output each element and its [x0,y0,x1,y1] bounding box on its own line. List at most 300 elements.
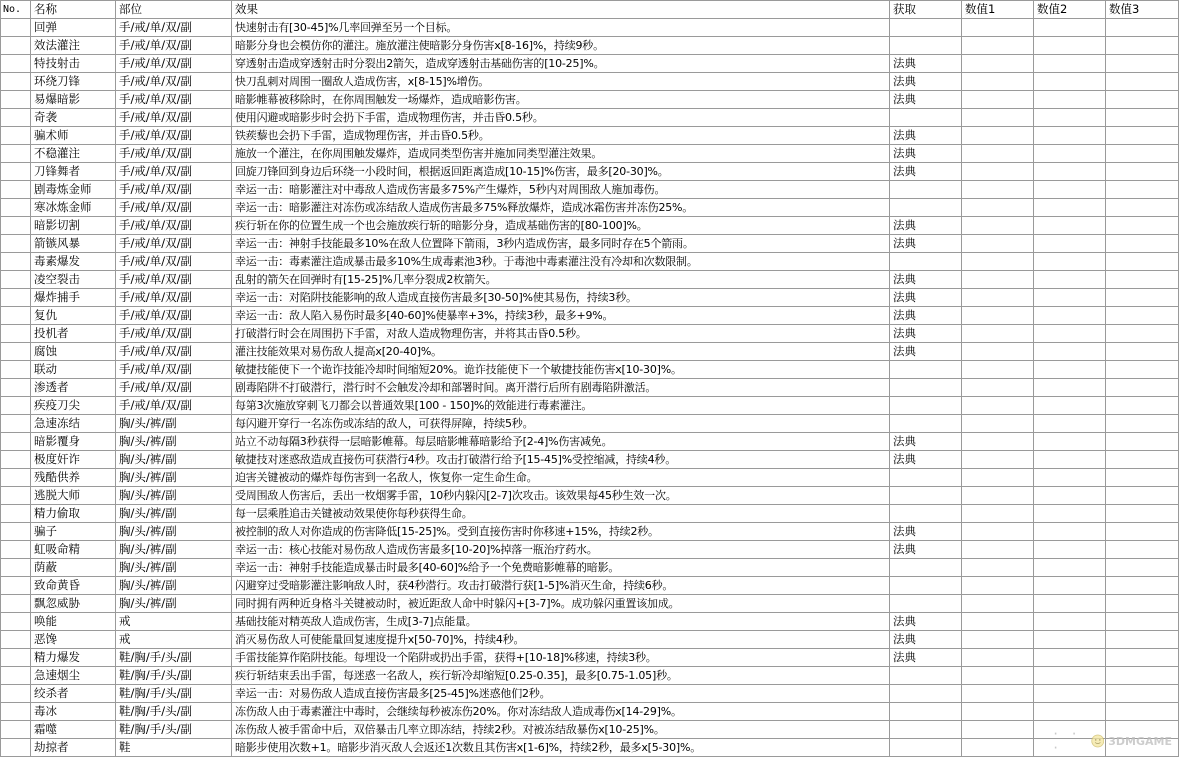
cell-slot[interactable]: 胸/头/裤/副 [116,559,232,577]
cell-no[interactable] [1,19,31,37]
cell-effect[interactable]: 打破潜行时会在周围扔下手雷，对敌人造成物理伤害，并将其击昏0.5秒。 [232,325,890,343]
cell-no[interactable] [1,577,31,595]
cell-source[interactable] [890,37,962,55]
cell-effect[interactable]: 剧毒陷阱不打破潜行，潜行时不会触发冷却和部署时间。离开潜行后所有剧毒陷阱激活。 [232,379,890,397]
cell-value1[interactable] [962,559,1034,577]
cell-name[interactable]: 寒冰炼金师 [31,199,116,217]
cell-name[interactable]: 虹吸命精 [31,541,116,559]
cell-slot[interactable]: 戒 [116,613,232,631]
cell-effect[interactable]: 每闪避开穿行一名冻伤或冻结的敌人，可获得屏障，持续5秒。 [232,415,890,433]
cell-value3[interactable] [1106,217,1179,235]
cell-value3[interactable] [1106,325,1179,343]
cell-source[interactable] [890,397,962,415]
cell-value1[interactable] [962,271,1034,289]
cell-slot[interactable]: 胸/头/裤/副 [116,541,232,559]
cell-value1[interactable] [962,217,1034,235]
cell-effect[interactable]: 受周围敌人伤害后，丢出一枚烟雾手雷，10秒内躲闪[2-7]次攻击。该效果每45秒生效一次。 [232,487,890,505]
col-header-value2[interactable]: 数值2 [1034,1,1106,19]
col-header-effect[interactable]: 效果 [232,1,890,19]
cell-value3[interactable] [1106,559,1179,577]
cell-slot[interactable]: 鞋/胸/手/头/副 [116,721,232,739]
cell-value1[interactable] [962,361,1034,379]
cell-value2[interactable] [1034,181,1106,199]
cell-no[interactable] [1,73,31,91]
cell-value3[interactable] [1106,199,1179,217]
cell-value3[interactable] [1106,55,1179,73]
cell-value2[interactable] [1034,469,1106,487]
cell-value2[interactable] [1034,433,1106,451]
cell-effect[interactable]: 站立不动每隔3秒获得一层暗影帷幕。每层暗影帷幕暗影给予[2-4]%伤害减免。 [232,433,890,451]
cell-name[interactable]: 渗透者 [31,379,116,397]
cell-value3[interactable] [1106,487,1179,505]
cell-value3[interactable] [1106,541,1179,559]
cell-value2[interactable] [1034,631,1106,649]
cell-value1[interactable] [962,703,1034,721]
cell-value2[interactable] [1034,523,1106,541]
cell-source[interactable] [890,415,962,433]
cell-source[interactable] [890,685,962,703]
cell-name[interactable]: 联动 [31,361,116,379]
cell-no[interactable] [1,487,31,505]
cell-no[interactable] [1,433,31,451]
cell-name[interactable]: 箭镞风暴 [31,235,116,253]
cell-value3[interactable] [1106,469,1179,487]
cell-value3[interactable] [1106,649,1179,667]
cell-no[interactable] [1,253,31,271]
cell-no[interactable] [1,91,31,109]
cell-slot[interactable]: 戒 [116,631,232,649]
cell-effect[interactable]: 闪避穿过受暗影灌注影响敌人时，获4秒潜行。攻击打破潜行获[1-5]%消灭生命，持续6秒。 [232,577,890,595]
cell-value3[interactable] [1106,577,1179,595]
cell-no[interactable] [1,685,31,703]
cell-no[interactable] [1,55,31,73]
cell-name[interactable]: 腐蚀 [31,343,116,361]
cell-value2[interactable] [1034,559,1106,577]
cell-value3[interactable] [1106,73,1179,91]
cell-effect[interactable]: 快刀乱刺对周围一圈敌人造成伤害，x[8-15]%增伤。 [232,73,890,91]
cell-value1[interactable] [962,523,1034,541]
cell-value2[interactable] [1034,505,1106,523]
cell-no[interactable] [1,109,31,127]
cell-no[interactable] [1,541,31,559]
cell-effect[interactable]: 幸运一击：毒素灌注造成暴击最多10%生成毒素池3秒。于毒池中毒素灌注没有冷却和次数限制。 [232,253,890,271]
cell-value1[interactable] [962,613,1034,631]
cell-value1[interactable] [962,199,1034,217]
cell-name[interactable]: 毒冰 [31,703,116,721]
cell-name[interactable]: 环绕刀锋 [31,73,116,91]
cell-value2[interactable] [1034,55,1106,73]
cell-value3[interactable] [1106,361,1179,379]
cell-effect[interactable]: 幸运一击：核心技能对易伤敌人造成伤害最多[10-20]%掉落一瓶治疗药水。 [232,541,890,559]
cell-value1[interactable] [962,415,1034,433]
cell-value1[interactable] [962,325,1034,343]
cell-slot[interactable]: 手/戒/单/双/副 [116,91,232,109]
cell-value2[interactable] [1034,703,1106,721]
cell-source[interactable] [890,721,962,739]
cell-slot[interactable]: 手/戒/单/双/副 [116,289,232,307]
cell-source[interactable] [890,19,962,37]
cell-source[interactable]: 法典 [890,163,962,181]
cell-source[interactable]: 法典 [890,433,962,451]
cell-value2[interactable] [1034,541,1106,559]
cell-effect[interactable]: 每一层乘胜追击关键被动效果使你每秒获得生命。 [232,505,890,523]
cell-value3[interactable] [1106,505,1179,523]
cell-effect[interactable]: 迫害关键被动的爆炸每伤害到一名敌人，恢复你一定生命生命。 [232,469,890,487]
cell-source[interactable] [890,181,962,199]
cell-effect[interactable]: 使用闪避或暗影步时会扔下手雷，造成物理伤害，并击昏0.5秒。 [232,109,890,127]
cell-slot[interactable]: 手/戒/单/双/副 [116,127,232,145]
cell-value1[interactable] [962,595,1034,613]
cell-value3[interactable] [1106,685,1179,703]
cell-value3[interactable] [1106,523,1179,541]
cell-effect[interactable]: 暗影步使用次数+1。暗影步消灭敌人会返还1次数且其伤害x[1-6]%，持续2秒，最多x[5-30]%。 [232,739,890,757]
cell-name[interactable]: 劫掠者 [31,739,116,757]
cell-no[interactable] [1,667,31,685]
cell-value1[interactable] [962,343,1034,361]
cell-slot[interactable]: 手/戒/单/双/副 [116,217,232,235]
cell-slot[interactable]: 手/戒/单/双/副 [116,271,232,289]
cell-value3[interactable] [1106,433,1179,451]
cell-slot[interactable]: 手/戒/单/双/副 [116,397,232,415]
cell-slot[interactable]: 手/戒/单/双/副 [116,145,232,163]
cell-source[interactable] [890,667,962,685]
cell-source[interactable]: 法典 [890,325,962,343]
cell-source[interactable]: 法典 [890,73,962,91]
cell-name[interactable]: 骗子 [31,523,116,541]
cell-effect[interactable]: 敏捷技能使下一个诡诈技能冷却时间缩短20%。诡诈技能使下一个敏捷技能伤害x[10-30]%。 [232,361,890,379]
cell-source[interactable]: 法典 [890,613,962,631]
cell-value3[interactable] [1106,613,1179,631]
cell-value2[interactable] [1034,595,1106,613]
cell-value1[interactable] [962,667,1034,685]
cell-value1[interactable] [962,91,1034,109]
cell-value3[interactable] [1106,163,1179,181]
cell-value2[interactable] [1034,415,1106,433]
cell-no[interactable] [1,559,31,577]
cell-value2[interactable] [1034,613,1106,631]
cell-name[interactable]: 精力爆发 [31,649,116,667]
cell-value1[interactable] [962,307,1034,325]
cell-effect[interactable]: 被控制的敌人对你造成的伤害降低[15-25]%。受到直接伤害时你移速+15%，持续2秒。 [232,523,890,541]
cell-name[interactable]: 疾疫刀尖 [31,397,116,415]
cell-slot[interactable]: 鞋/胸/手/头/副 [116,703,232,721]
cell-no[interactable] [1,379,31,397]
cell-no[interactable] [1,307,31,325]
cell-effect[interactable]: 疾行斩在你的位置生成一个也会施放疾行斩的暗影分身，造成基础伤害的[80-100]%。 [232,217,890,235]
cell-effect[interactable]: 灌注技能效果对易伤敌人提高x[20-40]%。 [232,343,890,361]
cell-value1[interactable] [962,721,1034,739]
cell-value2[interactable] [1034,577,1106,595]
cell-name[interactable]: 剧毒炼金师 [31,181,116,199]
cell-source[interactable]: 法典 [890,289,962,307]
cell-value3[interactable] [1106,37,1179,55]
cell-source[interactable] [890,361,962,379]
cell-value1[interactable] [962,505,1034,523]
cell-name[interactable]: 易爆暗影 [31,91,116,109]
cell-no[interactable] [1,145,31,163]
cell-effect[interactable]: 基础技能对精英敌人造成伤害，生成[3-7]点能量。 [232,613,890,631]
cell-name[interactable]: 极度奸诈 [31,451,116,469]
cell-slot[interactable]: 胸/头/裤/副 [116,433,232,451]
cell-name[interactable]: 不稳灌注 [31,145,116,163]
cell-value3[interactable] [1106,397,1179,415]
cell-source[interactable] [890,109,962,127]
cell-value1[interactable] [962,73,1034,91]
cell-source[interactable] [890,559,962,577]
cell-effect[interactable]: 敏捷技对迷惑敌造成直接伤可获潜行4秒。攻击打破潜行给予[15-45]%受控缩减，持续4秒。 [232,451,890,469]
col-header-value3[interactable]: 数值3 [1106,1,1179,19]
cell-value2[interactable] [1034,163,1106,181]
cell-no[interactable] [1,289,31,307]
cell-slot[interactable]: 手/戒/单/双/副 [116,343,232,361]
cell-value1[interactable] [962,145,1034,163]
cell-value1[interactable] [962,19,1034,37]
cell-effect[interactable]: 幸运一击：暗影灌注对冻伤或冻结敌人造成伤害最多75%释放爆炸，造成冰霜伤害并冻伤25%。 [232,199,890,217]
cell-source[interactable] [890,379,962,397]
cell-effect[interactable]: 同时拥有两种近身格斗关键被动时，被近距敌人命中时躲闪+[3-7]%。成功躲闪重置该加成。 [232,595,890,613]
cell-value2[interactable] [1034,91,1106,109]
cell-effect[interactable]: 幸运一击：敌人陷入易伤时最多[40-60]%使暴率+3%，持续3秒，最多+9%。 [232,307,890,325]
cell-name[interactable]: 逃脱大师 [31,487,116,505]
cell-value2[interactable] [1034,127,1106,145]
cell-no[interactable] [1,505,31,523]
cell-slot[interactable]: 手/戒/单/双/副 [116,235,232,253]
cell-name[interactable]: 毒素爆发 [31,253,116,271]
cell-value3[interactable] [1106,145,1179,163]
cell-source[interactable]: 法典 [890,343,962,361]
cell-no[interactable] [1,325,31,343]
cell-source[interactable]: 法典 [890,541,962,559]
cell-value2[interactable] [1034,397,1106,415]
cell-value1[interactable] [962,577,1034,595]
col-header-name[interactable]: 名称 [31,1,116,19]
cell-slot[interactable]: 手/戒/单/双/副 [116,37,232,55]
cell-name[interactable]: 暗影切割 [31,217,116,235]
cell-name[interactable]: 致命黄昏 [31,577,116,595]
cell-effect[interactable]: 每第3次施放穿刺飞刀都会以普通效果[100 - 150]%的效能进行毒素灌注。 [232,397,890,415]
cell-value3[interactable] [1106,253,1179,271]
cell-slot[interactable]: 胸/头/裤/副 [116,505,232,523]
cell-name[interactable]: 投机者 [31,325,116,343]
cell-value1[interactable] [962,685,1034,703]
cell-source[interactable] [890,577,962,595]
cell-value1[interactable] [962,487,1034,505]
cell-value3[interactable] [1106,703,1179,721]
cell-value1[interactable] [962,649,1034,667]
cell-name[interactable]: 刀锋舞者 [31,163,116,181]
cell-slot[interactable]: 手/戒/单/双/副 [116,73,232,91]
cell-slot[interactable]: 手/戒/单/双/副 [116,379,232,397]
cell-name[interactable]: 荫蔽 [31,559,116,577]
cell-no[interactable] [1,649,31,667]
col-header-no[interactable]: No. [1,1,31,19]
cell-slot[interactable]: 鞋/胸/手/头/副 [116,685,232,703]
cell-value3[interactable] [1106,307,1179,325]
cell-effect[interactable]: 冻伤敌人由于毒素灌注中毒时，会继续每秒被冻伤20%。你对冻结敌人造成毒伤x[14-29]%。 [232,703,890,721]
cell-value3[interactable] [1106,667,1179,685]
cell-value2[interactable] [1034,685,1106,703]
cell-value1[interactable] [962,631,1034,649]
cell-value2[interactable] [1034,145,1106,163]
cell-source[interactable] [890,703,962,721]
cell-name[interactable]: 急速烟尘 [31,667,116,685]
cell-no[interactable] [1,361,31,379]
cell-name[interactable]: 急速冻结 [31,415,116,433]
cell-value3[interactable] [1106,235,1179,253]
cell-value1[interactable] [962,433,1034,451]
cell-value3[interactable] [1106,109,1179,127]
cell-value3[interactable] [1106,631,1179,649]
cell-value2[interactable] [1034,271,1106,289]
cell-source[interactable]: 法典 [890,271,962,289]
cell-name[interactable]: 唤能 [31,613,116,631]
cell-value2[interactable] [1034,73,1106,91]
cell-value2[interactable] [1034,217,1106,235]
cell-value1[interactable] [962,469,1034,487]
cell-name[interactable]: 爆炸捕手 [31,289,116,307]
cell-no[interactable] [1,721,31,739]
cell-value3[interactable] [1106,343,1179,361]
cell-value2[interactable] [1034,667,1106,685]
cell-value2[interactable] [1034,289,1106,307]
cell-name[interactable]: 残酷供养 [31,469,116,487]
cell-effect[interactable]: 暗影分身也会模仿你的灌注。施放灌注使暗影分身伤害x[8-16]%，持续9秒。 [232,37,890,55]
cell-slot[interactable]: 胸/头/裤/副 [116,595,232,613]
col-header-slot[interactable]: 部位 [116,1,232,19]
cell-value2[interactable] [1034,487,1106,505]
cell-name[interactable]: 恶馋 [31,631,116,649]
cell-source[interactable]: 法典 [890,451,962,469]
cell-slot[interactable]: 胸/头/裤/副 [116,523,232,541]
cell-effect[interactable]: 铁蒺藜也会扔下手雷，造成物理伤害，并击昏0.5秒。 [232,127,890,145]
cell-value1[interactable] [962,163,1034,181]
cell-value1[interactable] [962,289,1034,307]
cell-slot[interactable]: 手/戒/单/双/副 [116,325,232,343]
cell-name[interactable]: 回弹 [31,19,116,37]
cell-source[interactable] [890,505,962,523]
cell-effect[interactable]: 幸运一击：对陷阱技能影响的敌人造成直接伤害最多[30-50]%使其易伤，持续3秒。 [232,289,890,307]
cell-value2[interactable] [1034,325,1106,343]
cell-value1[interactable] [962,541,1034,559]
cell-slot[interactable]: 手/戒/单/双/副 [116,307,232,325]
cell-no[interactable] [1,127,31,145]
cell-effect[interactable]: 暗影帷幕被移除时，在你周围触发一场爆炸，造成暗影伤害。 [232,91,890,109]
cell-value2[interactable] [1034,343,1106,361]
cell-no[interactable] [1,343,31,361]
cell-slot[interactable]: 手/戒/单/双/副 [116,361,232,379]
cell-source[interactable]: 法典 [890,55,962,73]
cell-no[interactable] [1,415,31,433]
cell-no[interactable] [1,199,31,217]
cell-no[interactable] [1,613,31,631]
cell-name[interactable]: 飘忽威胁 [31,595,116,613]
cell-no[interactable] [1,181,31,199]
cell-source[interactable] [890,595,962,613]
cell-slot[interactable]: 手/戒/单/双/副 [116,253,232,271]
cell-name[interactable]: 精力偷取 [31,505,116,523]
cell-value1[interactable] [962,235,1034,253]
cell-source[interactable]: 法典 [890,649,962,667]
cell-effect[interactable]: 消灭易伤敌人可使能量回复速度提升x[50-70]%，持续4秒。 [232,631,890,649]
cell-value3[interactable] [1106,451,1179,469]
cell-no[interactable] [1,163,31,181]
cell-name[interactable]: 凌空裂击 [31,271,116,289]
cell-slot[interactable]: 手/戒/单/双/副 [116,163,232,181]
cell-value1[interactable] [962,739,1034,757]
cell-value3[interactable] [1106,181,1179,199]
cell-slot[interactable]: 胸/头/裤/副 [116,415,232,433]
cell-name[interactable]: 绞杀者 [31,685,116,703]
cell-source[interactable] [890,199,962,217]
cell-value1[interactable] [962,181,1034,199]
cell-source[interactable]: 法典 [890,127,962,145]
cell-effect[interactable]: 快速射击有[30-45]%几率回弹至另一个目标。 [232,19,890,37]
cell-value2[interactable] [1034,109,1106,127]
cell-source[interactable]: 法典 [890,217,962,235]
cell-no[interactable] [1,469,31,487]
cell-source[interactable] [890,253,962,271]
cell-no[interactable] [1,397,31,415]
cell-name[interactable]: 暗影覆身 [31,433,116,451]
cell-name[interactable]: 霜噬 [31,721,116,739]
cell-source[interactable] [890,487,962,505]
cell-value1[interactable] [962,397,1034,415]
cell-value2[interactable] [1034,235,1106,253]
cell-value1[interactable] [962,127,1034,145]
col-header-value1[interactable]: 数值1 [962,1,1034,19]
cell-value2[interactable] [1034,307,1106,325]
cell-no[interactable] [1,739,31,757]
cell-slot[interactable]: 胸/头/裤/副 [116,577,232,595]
cell-slot[interactable]: 胸/头/裤/副 [116,487,232,505]
cell-source[interactable]: 法典 [890,523,962,541]
cell-slot[interactable]: 手/戒/单/双/副 [116,55,232,73]
cell-value3[interactable] [1106,91,1179,109]
cell-source[interactable] [890,469,962,487]
cell-name[interactable]: 效法灌注 [31,37,116,55]
cell-value1[interactable] [962,55,1034,73]
cell-value2[interactable] [1034,379,1106,397]
cell-effect[interactable]: 乱射的箭矢在回弹时有[15-25]%几率分裂成2枚箭矢。 [232,271,890,289]
cell-effect[interactable]: 疾行斩结束丢出手雷，每迷惑一名敌人，疾行斩冷却缩短[0.25-0.35]，最多[0.75-1.05]秒。 [232,667,890,685]
cell-value1[interactable] [962,37,1034,55]
cell-source[interactable]: 法典 [890,307,962,325]
cell-slot[interactable]: 胸/头/裤/副 [116,469,232,487]
cell-no[interactable] [1,271,31,289]
cell-no[interactable] [1,631,31,649]
cell-name[interactable]: 特技射击 [31,55,116,73]
cell-slot[interactable]: 手/戒/单/双/副 [116,19,232,37]
cell-value3[interactable] [1106,271,1179,289]
cell-name[interactable]: 复仇 [31,307,116,325]
cell-value2[interactable] [1034,19,1106,37]
cell-value3[interactable] [1106,595,1179,613]
cell-source[interactable] [890,739,962,757]
cell-no[interactable] [1,235,31,253]
cell-value1[interactable] [962,379,1034,397]
cell-value1[interactable] [962,109,1034,127]
cell-source[interactable]: 法典 [890,91,962,109]
cell-effect[interactable]: 穿透射击造成穿透射击时分裂出2箭矢，造成穿透射击基础伤害的[10-25]%。 [232,55,890,73]
cell-effect[interactable]: 回旋刀锋回到身边后环绕一小段时间，根据返回距离造成[10-15]%伤害，最多[20-30]%。 [232,163,890,181]
cell-value2[interactable] [1034,253,1106,271]
cell-value2[interactable] [1034,451,1106,469]
cell-value2[interactable] [1034,649,1106,667]
cell-slot[interactable]: 鞋/胸/手/头/副 [116,667,232,685]
cell-value2[interactable] [1034,361,1106,379]
cell-value1[interactable] [962,451,1034,469]
cell-no[interactable] [1,523,31,541]
